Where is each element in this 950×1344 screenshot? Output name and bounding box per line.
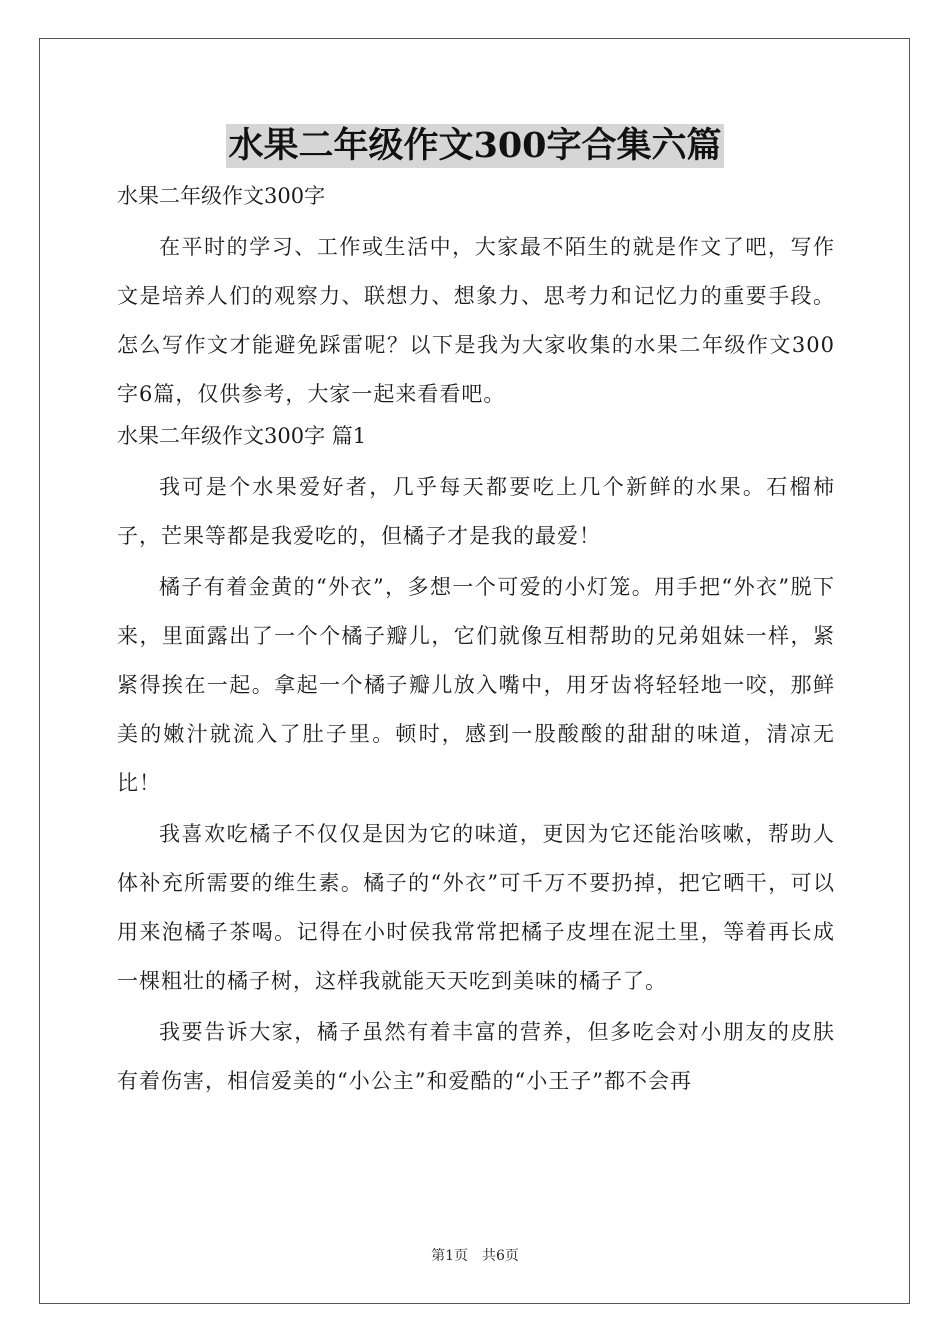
section-heading: 水果二年级作文300字 篇1 [117,424,367,448]
body-paragraph-2: 橘子有着金黄的“外衣”，多想一个可爱的小灯笼。用手把“外衣”脱下来，里面露出了一个个橘子瓣儿，它们就像互相帮助的兄弟姐妹一样，紧紧得挨在一起。拿起一个橘子瓣儿放入嘴中，用牙齿将轻轻地一咬，那鲜美的嫩汁就流入了肚子里。顿时，感到一股酸酸的甜甜的味道，清凉无比！ [117,575,835,795]
document-title: 水果二年级作文300字合集六篇 [228,125,722,166]
intro-paragraph: 在平时的学习、工作或生活中，大家最不陌生的就是作文了吧，写作文是培养人们的观察力、联想力、想象力、思考力和记忆力的重要手段。怎么写作文才能避免踩雷呢？以下是我为大家收集的水果二年级作文300字6篇，仅供参考，大家一起来看看吧。 [117,235,835,406]
document-body [117,181,835,1106]
body-paragraph-4: 我要告诉大家，橘子虽然有着丰富的营养，但多吃会对小朋友的皮肤有着伤害，相信爱美的“小公主”和爱酷的“小王子”都不会再 [117,1020,835,1093]
document-subtitle: 水果二年级作文300字 [117,184,326,208]
page-number-footer: 第1页 共6页 [431,1248,519,1264]
title-container [0,124,950,168]
body-paragraph-1: 我可是个水果爱好者，几乎每天都要吃上几个新鲜的水果。石榴柿子，芒果等都是我爱吃的，但橘子才是我的最爱！ [117,475,835,548]
body-paragraph-3: 我喜欢吃橘子不仅仅是因为它的味道，更因为它还能治咳嗽，帮助人体补充所需要的维生素。橘子的“外衣”可千万不要扔掉，把它晒干，可以用来泡橘子茶喝。记得在小时侯我常常把橘子皮埋在泥土里，等着再长成一棵粗壮的橘子树，这样我就能天天吃到美味的橘子了。 [117,822,835,993]
